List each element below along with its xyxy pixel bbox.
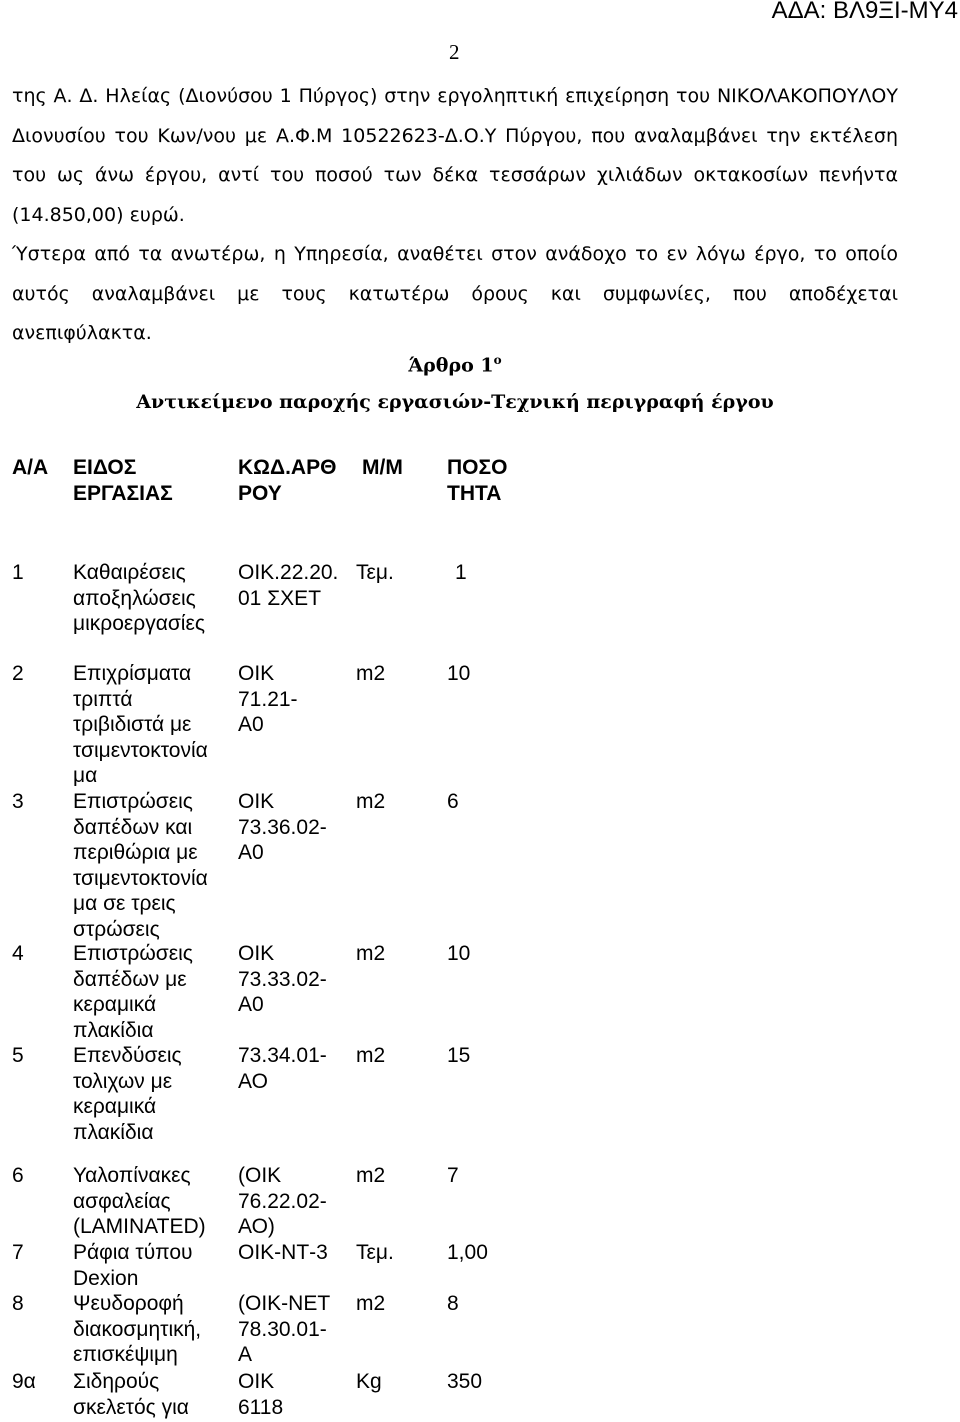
cell-eidos: Υαλοπίνακες ασφαλείας (LAMINATED) <box>73 1164 206 1238</box>
article-title-sup: ο <box>493 353 502 367</box>
cell-mm: m2 <box>356 790 386 813</box>
body-text <box>12 77 898 354</box>
cell-kod: ΟΙΚ 73.33.02- Α0 <box>238 942 327 1016</box>
cell-eidos: Ψευδοροφή διακοσμητική, επισκέψιμη <box>73 1292 202 1366</box>
cell-aa: 7 <box>12 1241 24 1264</box>
cell-mm: m2 <box>356 942 386 965</box>
cell-kod: ΟΙΚ 6118 <box>238 1370 284 1419</box>
cell-aa: 6 <box>12 1164 24 1187</box>
cell-aa: 1 <box>12 561 24 584</box>
cell-qty: 10 <box>447 662 471 685</box>
cell-aa: 3 <box>12 790 24 813</box>
page-number: 2 <box>449 40 460 64</box>
cell-qty: 1 <box>455 561 467 584</box>
cell-qty: 8 <box>447 1292 459 1315</box>
cell-qty: 15 <box>447 1044 471 1067</box>
cell-qty: 350 <box>447 1370 483 1393</box>
paragraph: Ύστερα από τα ανωτέρω, η Υπηρεσία, αναθέτει στον ανάδοχο το εν λόγω έργο, το οποίο αυτός αναλαμβάνει με τους κατωτέρω όρους και συμφωνίες, που αποδέχεται ανεπιφύλακτα. <box>12 243 898 344</box>
header-kod: ΚΩΔ.ΑΡΘ ΡΟΥ <box>238 456 337 505</box>
cell-aa: 4 <box>12 942 24 965</box>
cell-kod: ΟΙΚ.22.20. 01 ΣΧΕΤ <box>238 561 339 610</box>
cell-aa: 2 <box>12 662 24 685</box>
cell-mm: Kg <box>356 1370 382 1393</box>
cell-aa: 5 <box>12 1044 24 1067</box>
cell-mm: m2 <box>356 1164 386 1187</box>
cell-eidos: Επενδύσεις τολιχων με κεραμικά πλακίδια <box>73 1044 182 1144</box>
cell-kod: 73.34.01- ΑΟ <box>238 1044 327 1093</box>
article-subtitle: Αντικείμενο παροχής εργασιών-Τεχνική περιγραφή έργου <box>136 391 774 413</box>
article-title-text: Άρθρο 1 <box>408 354 494 377</box>
paragraph: της Α. Δ. Ηλείας (Διονύσου 1 Πύργος) στην εργοληπτική επιχείρηση του ΝΙΚΟΛΑΚΟΠΟΥΛΟΥ Διονυσίου του Κων/νου με Α.Φ.Μ 10522623-Δ.Ο.Υ Πύργου, που αναλαμβάνει την εκτέλεση του ως άνω έργου, αντί του ποσού των δέκα τεσσάρων χιλιάδων οκτακοσίων πενήντα (14.850,00) ευρώ. <box>12 85 898 226</box>
cell-kod: (ΟΙΚ-ΝΕΤ 78.30.01- Α <box>238 1292 330 1366</box>
cell-eidos: Ράφια τύπου Dexion <box>73 1241 193 1290</box>
cell-kod: ΟΙΚ 73.36.02- Α0 <box>238 790 327 864</box>
cell-aa: 8 <box>12 1292 24 1315</box>
header-mm: Μ/Μ <box>362 456 403 479</box>
cell-kod: ΟΙΚ-ΝΤ-3 <box>238 1241 328 1264</box>
cell-qty: 6 <box>447 790 459 813</box>
ada-code: ΑΔΑ: ΒΛ9ΞΙ-ΜΥ4 <box>771 0 958 24</box>
cell-eidos: Σιδηρούς σκελετός για <box>73 1370 189 1419</box>
cell-mm: m2 <box>356 662 386 685</box>
cell-eidos: Επιστρώσεις δαπέδων με κεραμικά πλακίδια <box>73 942 193 1042</box>
cell-eidos: Καθαιρέσεις αποξηλώσεις μικροεργασίες <box>73 561 205 635</box>
cell-eidos: Επιχρίσματα τριπτά τριβιδιστά με τσιμεντοκτονία μα <box>73 662 208 787</box>
article-title <box>0 353 910 376</box>
header-aa: Α/Α <box>12 456 49 479</box>
cell-mm: Τεμ. <box>356 1241 394 1264</box>
cell-qty: 7 <box>447 1164 459 1187</box>
cell-qty: 10 <box>447 942 471 965</box>
cell-mm: m2 <box>356 1044 386 1067</box>
cell-eidos: Επιστρώσεις δαπέδων και περιθώρια με τσιμεντοκτονία μα σε τρεις στρώσεις <box>73 790 208 941</box>
cell-aa: 9α <box>12 1370 36 1393</box>
cell-mm: m2 <box>356 1292 386 1315</box>
header-qty: ΠΟΣΟ ΤΗΤΑ <box>447 456 508 505</box>
cell-qty: 1,00 <box>447 1241 488 1264</box>
cell-kod: ΟΙΚ 71.21- Α0 <box>238 662 298 736</box>
cell-kod: (ΟΙΚ 76.22.02- ΑΟ) <box>238 1164 327 1238</box>
cell-mm: Τεμ. <box>356 561 394 584</box>
header-eidos: ΕΙΔΟΣ ΕΡΓΑΣΙΑΣ <box>73 456 173 505</box>
